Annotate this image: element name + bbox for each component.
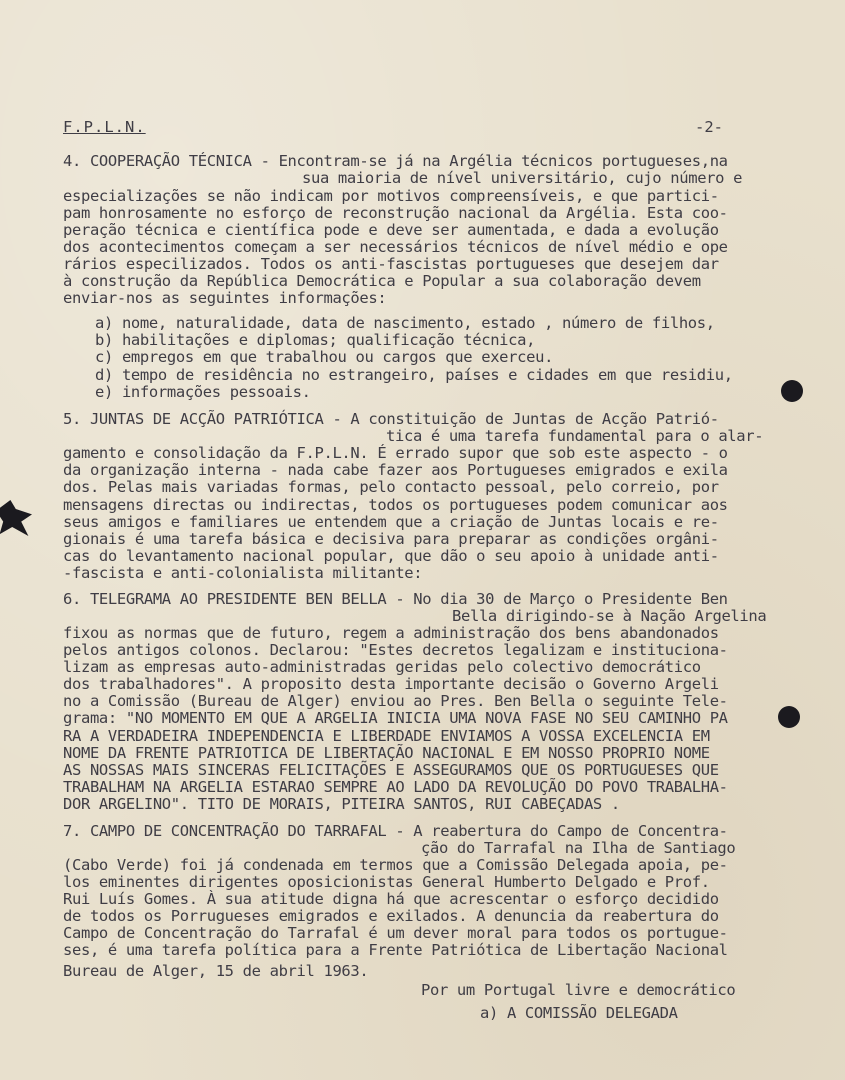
section6-line: fixou as normas que de futuro, regem a administração dos bens abandonados bbox=[63, 624, 719, 642]
ink-blot bbox=[781, 380, 803, 402]
section5-line: seus amigos e familiares ue entendem que a criação de Juntas locais e re- bbox=[63, 513, 719, 531]
section6-line: TRABALHAM NA ARGELIA ESTARAO SEMPRE AO LADO DA REVOLUÇÃO DO POVO TRABALHA- bbox=[63, 778, 728, 796]
section4-line: rários especilizados. Todos os anti-fascistas portugueses que desejem dar bbox=[63, 255, 719, 273]
section6-line: Bella dirigindo-se à Nação Argelina bbox=[452, 607, 767, 625]
section7-heading-line: 7. CAMPO DE CONCENTRAÇÃO DO TARRAFAL - A reabertura do Campo de Concentra- bbox=[63, 822, 728, 840]
section6-line: AS NOSSAS MAIS SINCERAS FELICITAÇÕES E ASSEGURAMOS QUE OS PORTUGUESES QUE bbox=[63, 761, 719, 779]
punch-hole-mark bbox=[0, 500, 32, 536]
page-number: -2- bbox=[695, 118, 723, 136]
section5-line: -fascista e anti-colonialista militante: bbox=[63, 564, 423, 582]
section7-line: de todos os Porrugueses emigrados e exilados. A denuncia da reabertura do bbox=[63, 907, 719, 925]
section6-line: pelos antigos colonos. Declarou: "Estes decretos legalizam e instituciona- bbox=[63, 641, 728, 659]
section4-line: dos acontecimentos começam a ser necessários técnicos de nível médio e ope bbox=[63, 238, 728, 256]
section5-line: cas do levantamento nacional popular, que dão o seu apoio à unidade anti- bbox=[63, 547, 719, 565]
section7-line: ses, é uma tarefa política para a Frente Patriótica de Libertação Nacional bbox=[63, 941, 728, 959]
section4-line: sua maioria de nível universitário, cujo número e bbox=[302, 169, 743, 187]
place-date: Bureau de Alger, 15 de abril 1963. bbox=[63, 962, 369, 980]
section5-line: tica é uma tarefa fundamental para o alar- bbox=[386, 427, 764, 445]
section4-line: à construção da República Democrática e Popular a sua colaboração devem bbox=[63, 272, 701, 290]
section6-line: NOME DA FRENTE PATRIOTICA DE LIBERTAÇÃO NACIONAL E EM NOSSO PROPRIO NOME bbox=[63, 744, 710, 762]
section5-line: gamento e consolidação da F.P.L.N. É errado supor que sob este aspecto - o bbox=[63, 444, 728, 462]
section6-line: lizam as empresas auto-administradas geridas pelo colectivo democrático bbox=[63, 658, 701, 676]
section6-line: dos trabalhadores". A proposito desta importante decisão o Governo Argeli bbox=[63, 675, 719, 693]
section7-line: Rui Luís Gomes. À sua atitude digna há que acrescentar o esforço decidido bbox=[63, 890, 719, 908]
section7-line: los eminentes dirigentes oposicionistas General Humberto Delgado e Prof. bbox=[63, 873, 710, 891]
section7-line: (Cabo Verde) foi já condenada em termos que a Comissão Delegada apoia, pe- bbox=[63, 856, 728, 874]
section5-heading-line: 5. JUNTAS DE ACÇÃO PATRIÓTICA - A constituição de Juntas de Acção Patrió- bbox=[63, 410, 719, 428]
closing-motto: Por um Portugal livre e democrático bbox=[421, 981, 736, 999]
org-header: F.P.L.N. bbox=[63, 118, 146, 136]
list-item: a) nome, naturalidade, data de nascimento, estado , número de filhos, bbox=[95, 314, 715, 332]
section4-line: peração técnica e científica pode e deve ser aumentada, e dada a evolução bbox=[63, 221, 719, 239]
section4-line: enviar-nos as seguintes informações: bbox=[63, 289, 387, 307]
section7-line: Campo de Concentração do Tarrafal é um dever moral para todos os portugue- bbox=[63, 924, 728, 942]
list-item: c) empregos em que trabalhou ou cargos que exerceu. bbox=[95, 348, 554, 366]
ink-blot bbox=[778, 706, 800, 728]
section6-line: no a Comissão (Bureau de Alger) enviou ao Pres. Ben Bella o seguinte Tele- bbox=[63, 692, 728, 710]
section6-line: RA A VERDADEIRA INDEPENDENCIA E LIBERDADE ENVIAMOS A VOSSA EXCELENCIA EM bbox=[63, 727, 710, 745]
signature: a) A COMISSÃO DELEGADA bbox=[480, 1004, 678, 1022]
list-item: d) tempo de residência no estrangeiro, países e cidades em que residiu, bbox=[95, 366, 733, 384]
section4-heading-line: 4. COOPERAÇÃO TÉCNICA - Encontram-se já na Argélia técnicos portugueses,na bbox=[63, 152, 728, 170]
section5-line: gionais é uma tarefa básica e decisiva para preparar as condições orgâni- bbox=[63, 530, 719, 548]
section6-line: grama: "NO MOMENTO EM QUE A ARGELIA INICIA UMA NOVA FASE NO SEU CAMINHO PA bbox=[63, 709, 728, 727]
section7-line: ção do Tarrafal na Ilha de Santiago bbox=[421, 839, 736, 857]
list-item: b) habilitações e diplomas; qualificação técnica, bbox=[95, 331, 536, 349]
section4-line: especializações se não indicam por motivos compreensíveis, e que partici- bbox=[63, 187, 719, 205]
section5-line: dos. Pelas mais variadas formas, pelo contacto pessoal, pelo correio, por bbox=[63, 478, 719, 496]
section6-heading-line: 6. TELEGRAMA AO PRESIDENTE BEN BELLA - No dia 30 de Março o Presidente Ben bbox=[63, 590, 728, 608]
section6-line: DOR ARGELINO". TITO DE MORAIS, PITEIRA SANTOS, RUI CABEÇADAS . bbox=[63, 795, 620, 813]
section4-line: pam honrosamente no esforço de reconstrução nacional da Argélia. Esta coo- bbox=[63, 204, 728, 222]
section5-line: mensagens directas ou indirectas, todos os portugueses podem comunicar aos bbox=[63, 496, 728, 514]
list-item: e) informações pessoais. bbox=[95, 383, 311, 401]
section5-line: da organização interna - nada cabe fazer aos Portugueses emigrados e exila bbox=[63, 461, 728, 479]
